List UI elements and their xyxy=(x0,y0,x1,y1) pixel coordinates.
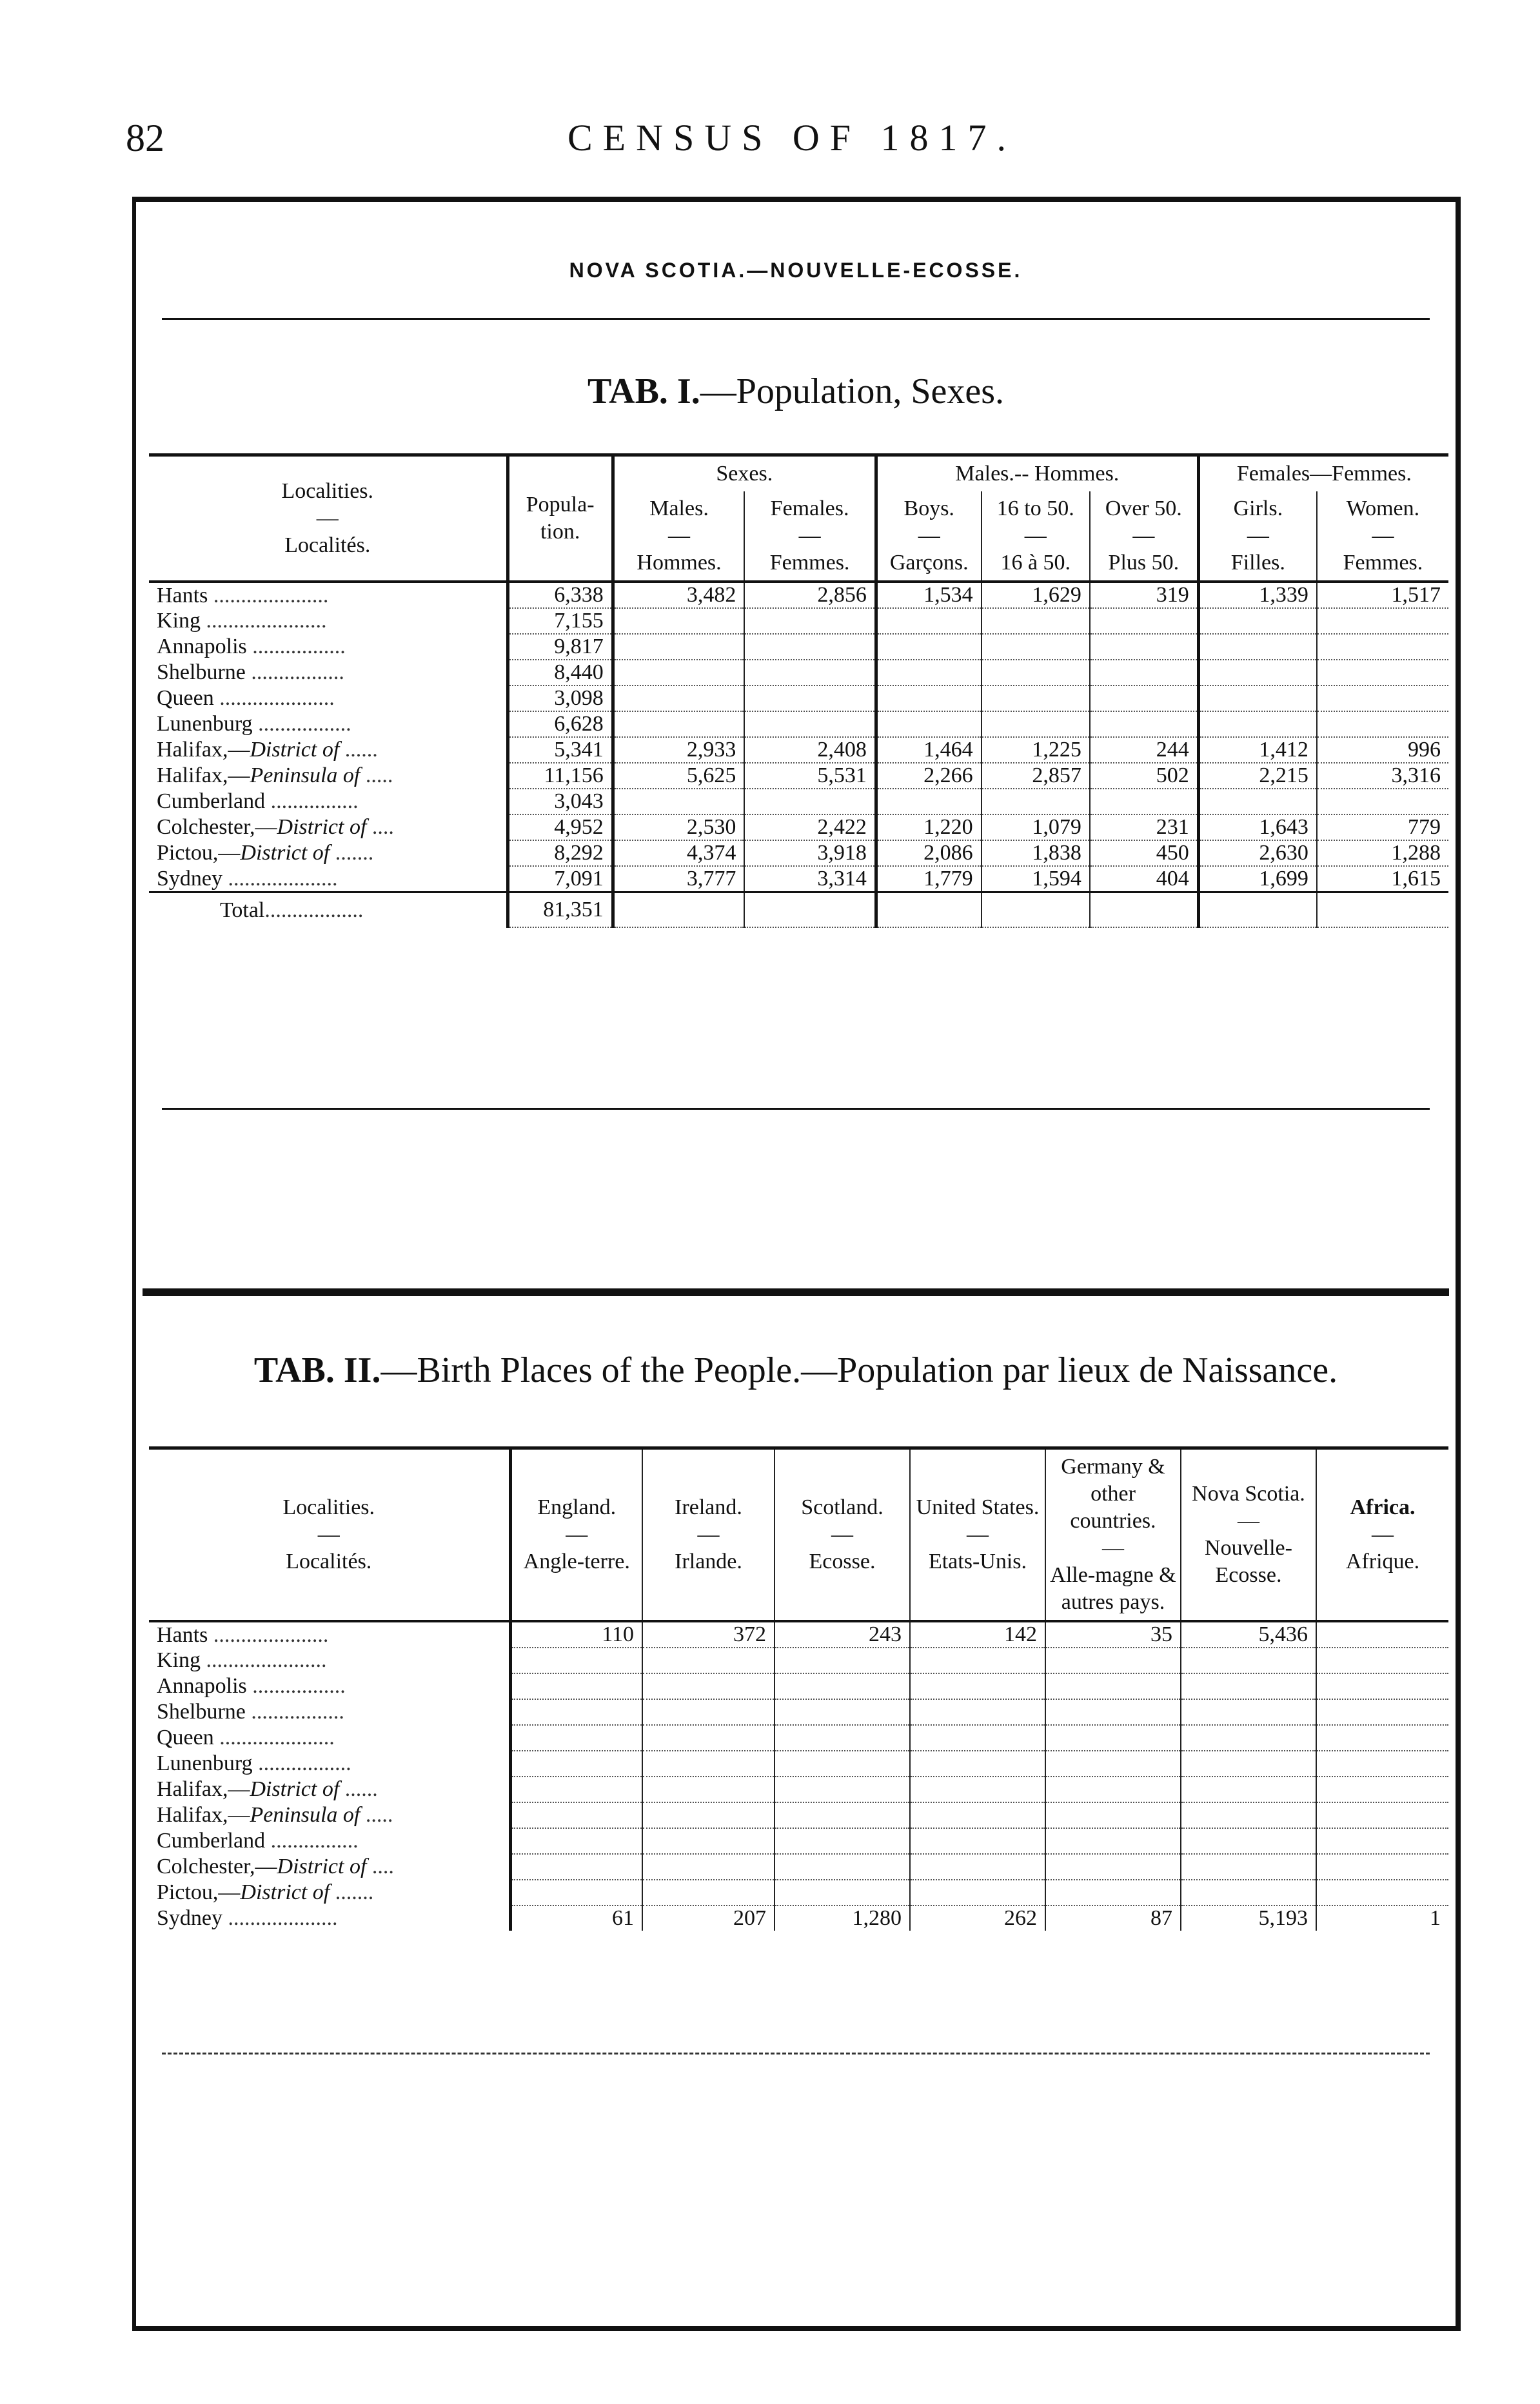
running-title: CENSUS OF 1817. xyxy=(568,117,1017,159)
nova-scotia-cell: 5,436 xyxy=(1181,1621,1316,1648)
boys-cell xyxy=(876,660,981,685)
over-50-cell: 231 xyxy=(1090,814,1198,840)
population-cell: 3,098 xyxy=(508,685,613,711)
population-cell: 5,341 xyxy=(508,737,613,763)
table-row xyxy=(149,608,1448,634)
nova-scotia-cell xyxy=(1181,1828,1316,1854)
population-cell: 4,952 xyxy=(508,814,613,840)
table1-title-text: —Population, Sexes. xyxy=(700,371,1005,411)
united-states-cell xyxy=(910,1673,1045,1699)
localities-header: Localities. — Localités. xyxy=(281,479,374,557)
females-cell xyxy=(744,711,876,737)
nova-scotia-cell xyxy=(1181,1802,1316,1828)
women-cell: 1,615 xyxy=(1317,866,1448,892)
boys-cell: 1,464 xyxy=(876,737,981,763)
locality-cell: Lunenburg ................. xyxy=(157,1751,351,1775)
germany-header: Germany & other countries. — Alle-magne & autres pays. xyxy=(1045,1448,1181,1622)
table2-title-text: —Birth Places of the People.—Population par lieux de Naissance. xyxy=(380,1350,1338,1390)
girls-cell xyxy=(1198,789,1317,814)
table-row xyxy=(149,1906,1448,1931)
locality-cell: Sydney .................... xyxy=(157,866,338,891)
females-cell: 3,918 xyxy=(744,840,876,866)
locality-cell: Hants ..................... xyxy=(157,1622,329,1647)
table-row xyxy=(149,660,1448,685)
locality-cell: Lunenburg ................. xyxy=(157,712,351,736)
women-cell xyxy=(1317,789,1448,814)
scotland-cell: 1,280 xyxy=(775,1906,910,1931)
women-cell xyxy=(1317,711,1448,737)
table1-title xyxy=(136,371,1456,412)
germany-cell xyxy=(1045,1777,1181,1802)
girls-cell xyxy=(1198,711,1317,737)
scotland-cell xyxy=(775,1699,910,1725)
ireland-cell xyxy=(642,1725,775,1751)
boys-cell: 2,086 xyxy=(876,840,981,866)
over-50-cell: 404 xyxy=(1090,866,1198,892)
locality-cell: Shelburne ................. xyxy=(157,1700,344,1724)
nova-scotia-header: Nova Scotia. — Nouvelle-Ecosse. xyxy=(1181,1448,1316,1622)
boys-cell xyxy=(876,685,981,711)
over-50-cell xyxy=(1090,789,1198,814)
england-cell xyxy=(510,1854,642,1880)
locality-cell: Queen ..................... xyxy=(157,1726,335,1749)
table-row xyxy=(149,685,1448,711)
africa-cell xyxy=(1316,1621,1448,1648)
boys-header: Boys. — Garçons. xyxy=(876,491,981,582)
age-16-50-cell xyxy=(982,789,1090,814)
table-row xyxy=(149,711,1448,737)
girls-cell xyxy=(1198,608,1317,634)
females-femmes-header: Females—Femmes. xyxy=(1198,455,1448,492)
germany-cell xyxy=(1045,1648,1181,1673)
males-cell: 3,777 xyxy=(613,866,744,892)
males-cell xyxy=(613,685,744,711)
over-50-cell: 450 xyxy=(1090,840,1198,866)
age-16-50-cell: 1,225 xyxy=(982,737,1090,763)
united-states-cell xyxy=(910,1777,1045,1802)
scotland-cell xyxy=(775,1802,910,1828)
girls-cell: 1,643 xyxy=(1198,814,1317,840)
males-cell: 5,625 xyxy=(613,763,744,789)
united-states-cell xyxy=(910,1725,1045,1751)
over-50-cell xyxy=(1090,660,1198,685)
boys-cell: 1,534 xyxy=(876,582,981,608)
africa-cell xyxy=(1316,1854,1448,1880)
table-row xyxy=(149,1673,1448,1699)
africa-cell xyxy=(1316,1699,1448,1725)
males-cell: 4,374 xyxy=(613,840,744,866)
ireland-cell xyxy=(642,1777,775,1802)
boys-cell: 2,266 xyxy=(876,763,981,789)
boys-cell: 1,220 xyxy=(876,814,981,840)
africa-cell xyxy=(1316,1648,1448,1673)
africa-cell xyxy=(1316,1880,1448,1906)
over-50-cell: 319 xyxy=(1090,582,1198,608)
population-sexes-table xyxy=(149,453,1448,928)
table-row xyxy=(149,1699,1448,1725)
males-header: Males. — Hommes. xyxy=(613,491,744,582)
ireland-cell xyxy=(642,1854,775,1880)
scotland-cell xyxy=(775,1777,910,1802)
table-row xyxy=(149,866,1448,892)
scotland-cell: 243 xyxy=(775,1621,910,1648)
girls-cell xyxy=(1198,660,1317,685)
localities-header-2: Localities. — Localités. xyxy=(282,1495,375,1573)
locality-cell: Halifax,—Peninsula of ..... xyxy=(157,1803,393,1827)
population-cell: 11,156 xyxy=(508,763,613,789)
england-cell xyxy=(510,1828,642,1854)
locality-cell: Queen ..................... xyxy=(157,686,335,710)
age-16-50-cell: 1,838 xyxy=(982,840,1090,866)
page-number: 82 xyxy=(126,117,164,159)
age-16-50-cell xyxy=(982,711,1090,737)
table-row xyxy=(149,1777,1448,1802)
germany-cell xyxy=(1045,1802,1181,1828)
africa-cell: 1 xyxy=(1316,1906,1448,1931)
females-cell xyxy=(744,634,876,660)
over-50-cell xyxy=(1090,711,1198,737)
girls-cell: 2,630 xyxy=(1198,840,1317,866)
age-16-50-cell xyxy=(982,634,1090,660)
population-cell: 8,440 xyxy=(508,660,613,685)
ireland-cell xyxy=(642,1673,775,1699)
scotland-header: Scotland. — Ecosse. xyxy=(775,1448,910,1622)
germany-cell: 87 xyxy=(1045,1906,1181,1931)
africa-cell xyxy=(1316,1777,1448,1802)
girls-cell: 1,412 xyxy=(1198,737,1317,763)
england-cell xyxy=(510,1699,642,1725)
table1-tab-label: TAB. I. xyxy=(587,371,700,411)
table-row xyxy=(149,840,1448,866)
locality-cell: Cumberland ................ xyxy=(157,1829,359,1853)
nova-scotia-cell xyxy=(1181,1725,1316,1751)
ireland-cell xyxy=(642,1699,775,1725)
women-cell xyxy=(1317,685,1448,711)
women-cell: 1,288 xyxy=(1317,840,1448,866)
locality-cell: Annapolis ................. xyxy=(157,1674,346,1698)
over-50-cell: 502 xyxy=(1090,763,1198,789)
england-cell xyxy=(510,1751,642,1777)
women-cell xyxy=(1317,608,1448,634)
united-states-cell: 142 xyxy=(910,1621,1045,1648)
females-cell: 3,314 xyxy=(744,866,876,892)
females-cell: 2,422 xyxy=(744,814,876,840)
locality-cell: Sydney .................... xyxy=(157,1906,338,1930)
males-cell xyxy=(613,789,744,814)
ireland-cell xyxy=(642,1648,775,1673)
united-states-cell xyxy=(910,1802,1045,1828)
boys-cell xyxy=(876,711,981,737)
sexes-header: Sexes. xyxy=(613,455,876,492)
table-row xyxy=(149,1854,1448,1880)
over-50-cell xyxy=(1090,685,1198,711)
over-50-cell: 244 xyxy=(1090,737,1198,763)
locality-cell: Halifax,—District of ...... xyxy=(157,1777,378,1801)
over-50-cell xyxy=(1090,608,1198,634)
england-cell: 61 xyxy=(510,1906,642,1931)
locality-cell: Pictou,—District of ....... xyxy=(157,841,374,865)
scotland-cell xyxy=(775,1854,910,1880)
united-states-cell xyxy=(910,1751,1045,1777)
age-16-50-cell: 2,857 xyxy=(982,763,1090,789)
scotland-cell xyxy=(775,1880,910,1906)
total-population: 81,351 xyxy=(508,892,613,928)
females-cell: 2,856 xyxy=(744,582,876,608)
population-cell: 3,043 xyxy=(508,789,613,814)
women-cell xyxy=(1317,660,1448,685)
females-cell xyxy=(744,789,876,814)
table-row xyxy=(149,1802,1448,1828)
ireland-cell xyxy=(642,1828,775,1854)
africa-cell xyxy=(1316,1673,1448,1699)
locality-cell: King ...................... xyxy=(157,609,327,633)
males-cell: 2,530 xyxy=(613,814,744,840)
population-cell: 9,817 xyxy=(508,634,613,660)
boys-cell: 1,779 xyxy=(876,866,981,892)
males-cell: 3,482 xyxy=(613,582,744,608)
england-cell xyxy=(510,1802,642,1828)
boys-cell xyxy=(876,634,981,660)
age-16-50-header: 16 to 50. — 16 à 50. xyxy=(982,491,1090,582)
united-states-cell xyxy=(910,1699,1045,1725)
africa-cell xyxy=(1316,1802,1448,1828)
germany-cell xyxy=(1045,1828,1181,1854)
females-cell xyxy=(744,660,876,685)
locality-cell: Cumberland ................ xyxy=(157,789,359,813)
table-row xyxy=(149,634,1448,660)
females-cell xyxy=(744,685,876,711)
scotland-cell xyxy=(775,1751,910,1777)
germany-cell xyxy=(1045,1751,1181,1777)
ireland-cell xyxy=(642,1880,775,1906)
table-row xyxy=(149,737,1448,763)
males-cell xyxy=(613,634,744,660)
population-cell: 7,091 xyxy=(508,866,613,892)
england-cell xyxy=(510,1673,642,1699)
page-frame xyxy=(132,197,1461,2331)
males-cell: 2,933 xyxy=(613,737,744,763)
age-16-50-cell xyxy=(982,660,1090,685)
united-states-cell: 262 xyxy=(910,1906,1045,1931)
table-row xyxy=(149,1828,1448,1854)
girls-cell xyxy=(1198,685,1317,711)
table2-bottom-rule xyxy=(162,2053,1430,2054)
germany-cell xyxy=(1045,1880,1181,1906)
girls-header: Girls. — Filles. xyxy=(1198,491,1317,582)
total-label: Total.................. xyxy=(149,892,508,928)
nova-scotia-cell xyxy=(1181,1751,1316,1777)
girls-cell: 1,339 xyxy=(1198,582,1317,608)
locality-cell: Annapolis ................. xyxy=(157,635,346,658)
england-header: England. — Angle-terre. xyxy=(510,1448,642,1622)
girls-cell: 1,699 xyxy=(1198,866,1317,892)
locality-cell: Halifax,—Peninsula of ..... xyxy=(157,764,393,787)
nova-scotia-cell xyxy=(1181,1699,1316,1725)
women-cell: 3,316 xyxy=(1317,763,1448,789)
nova-scotia-cell xyxy=(1181,1880,1316,1906)
germany-cell xyxy=(1045,1673,1181,1699)
locality-cell: Hants ..................... xyxy=(157,583,329,607)
females-cell: 2,408 xyxy=(744,737,876,763)
birth-places-table xyxy=(149,1446,1448,1931)
women-cell xyxy=(1317,634,1448,660)
table-row xyxy=(149,814,1448,840)
table-row xyxy=(149,1648,1448,1673)
nova-scotia-cell: 5,193 xyxy=(1181,1906,1316,1931)
women-cell: 1,517 xyxy=(1317,582,1448,608)
germany-cell: 35 xyxy=(1045,1621,1181,1648)
boys-cell xyxy=(876,789,981,814)
locality-cell: Shelburne ................. xyxy=(157,660,344,684)
population-cell: 6,338 xyxy=(508,582,613,608)
age-16-50-cell: 1,629 xyxy=(982,582,1090,608)
england-cell: 110 xyxy=(510,1621,642,1648)
locality-cell: King ...................... xyxy=(157,1648,327,1672)
locality-cell: Colchester,—District of .... xyxy=(157,815,394,839)
africa-header: Africa. — Afrique. xyxy=(1316,1448,1448,1622)
germany-cell xyxy=(1045,1699,1181,1725)
table-row xyxy=(149,763,1448,789)
ireland-header: Ireland. — Irlande. xyxy=(642,1448,775,1622)
girls-cell: 2,215 xyxy=(1198,763,1317,789)
united-states-cell xyxy=(910,1880,1045,1906)
males-cell xyxy=(613,660,744,685)
over-50-cell xyxy=(1090,634,1198,660)
england-cell xyxy=(510,1648,642,1673)
nova-scotia-cell xyxy=(1181,1648,1316,1673)
males-cell xyxy=(613,608,744,634)
table-row xyxy=(149,1621,1448,1648)
table-row xyxy=(149,789,1448,814)
age-16-50-cell: 1,594 xyxy=(982,866,1090,892)
africa-cell xyxy=(1316,1751,1448,1777)
scotland-cell xyxy=(775,1673,910,1699)
united-states-cell xyxy=(910,1854,1045,1880)
africa-cell xyxy=(1316,1828,1448,1854)
title-rule xyxy=(162,318,1430,320)
section-title: NOVA SCOTIA.—NOUVELLE-ECOSSE. xyxy=(569,259,1023,282)
section-divider xyxy=(143,1288,1449,1296)
females-cell: 5,531 xyxy=(744,763,876,789)
table-row xyxy=(149,1880,1448,1906)
women-cell: 779 xyxy=(1317,814,1448,840)
ireland-cell xyxy=(642,1802,775,1828)
females-header: Females. — Femmes. xyxy=(744,491,876,582)
age-16-50-cell xyxy=(982,685,1090,711)
england-cell xyxy=(510,1725,642,1751)
germany-cell xyxy=(1045,1725,1181,1751)
nova-scotia-cell xyxy=(1181,1854,1316,1880)
table2-tab-label: TAB. II. xyxy=(253,1350,381,1390)
males-cell xyxy=(613,711,744,737)
united-states-cell xyxy=(910,1648,1045,1673)
ireland-cell: 372 xyxy=(642,1621,775,1648)
table-row xyxy=(149,1751,1448,1777)
women-header: Women. — Femmes. xyxy=(1317,491,1448,582)
age-16-50-cell xyxy=(982,608,1090,634)
population-cell: 7,155 xyxy=(508,608,613,634)
table1-bottom-rule xyxy=(162,1108,1430,1110)
girls-cell xyxy=(1198,634,1317,660)
scotland-cell xyxy=(775,1725,910,1751)
england-cell xyxy=(510,1777,642,1802)
ireland-cell: 207 xyxy=(642,1906,775,1931)
scotland-cell xyxy=(775,1648,910,1673)
germany-cell xyxy=(1045,1854,1181,1880)
table-row xyxy=(149,1725,1448,1751)
united-states-header: United States. — Etats-Unis. xyxy=(910,1448,1045,1622)
age-16-50-cell: 1,079 xyxy=(982,814,1090,840)
africa-cell xyxy=(1316,1725,1448,1751)
table2-title xyxy=(136,1350,1456,1391)
scotland-cell xyxy=(775,1828,910,1854)
population-cell: 6,628 xyxy=(508,711,613,737)
boys-cell xyxy=(876,608,981,634)
total-row xyxy=(149,892,1448,928)
population-cell: 8,292 xyxy=(508,840,613,866)
ireland-cell xyxy=(642,1751,775,1777)
over-50-header: Over 50. — Plus 50. xyxy=(1090,491,1198,582)
females-cell xyxy=(744,608,876,634)
women-cell: 996 xyxy=(1317,737,1448,763)
nova-scotia-cell xyxy=(1181,1673,1316,1699)
males-hommes-header: Males.-- Hommes. xyxy=(876,455,1198,492)
nova-scotia-cell xyxy=(1181,1777,1316,1802)
locality-cell: Pictou,—District of ....... xyxy=(157,1880,374,1904)
united-states-cell xyxy=(910,1828,1045,1854)
table-row xyxy=(149,582,1448,608)
population-header: Popula-tion. xyxy=(508,455,613,582)
locality-cell: Halifax,—District of ...... xyxy=(157,738,378,762)
locality-cell: Colchester,—District of .... xyxy=(157,1855,394,1878)
england-cell xyxy=(510,1880,642,1906)
